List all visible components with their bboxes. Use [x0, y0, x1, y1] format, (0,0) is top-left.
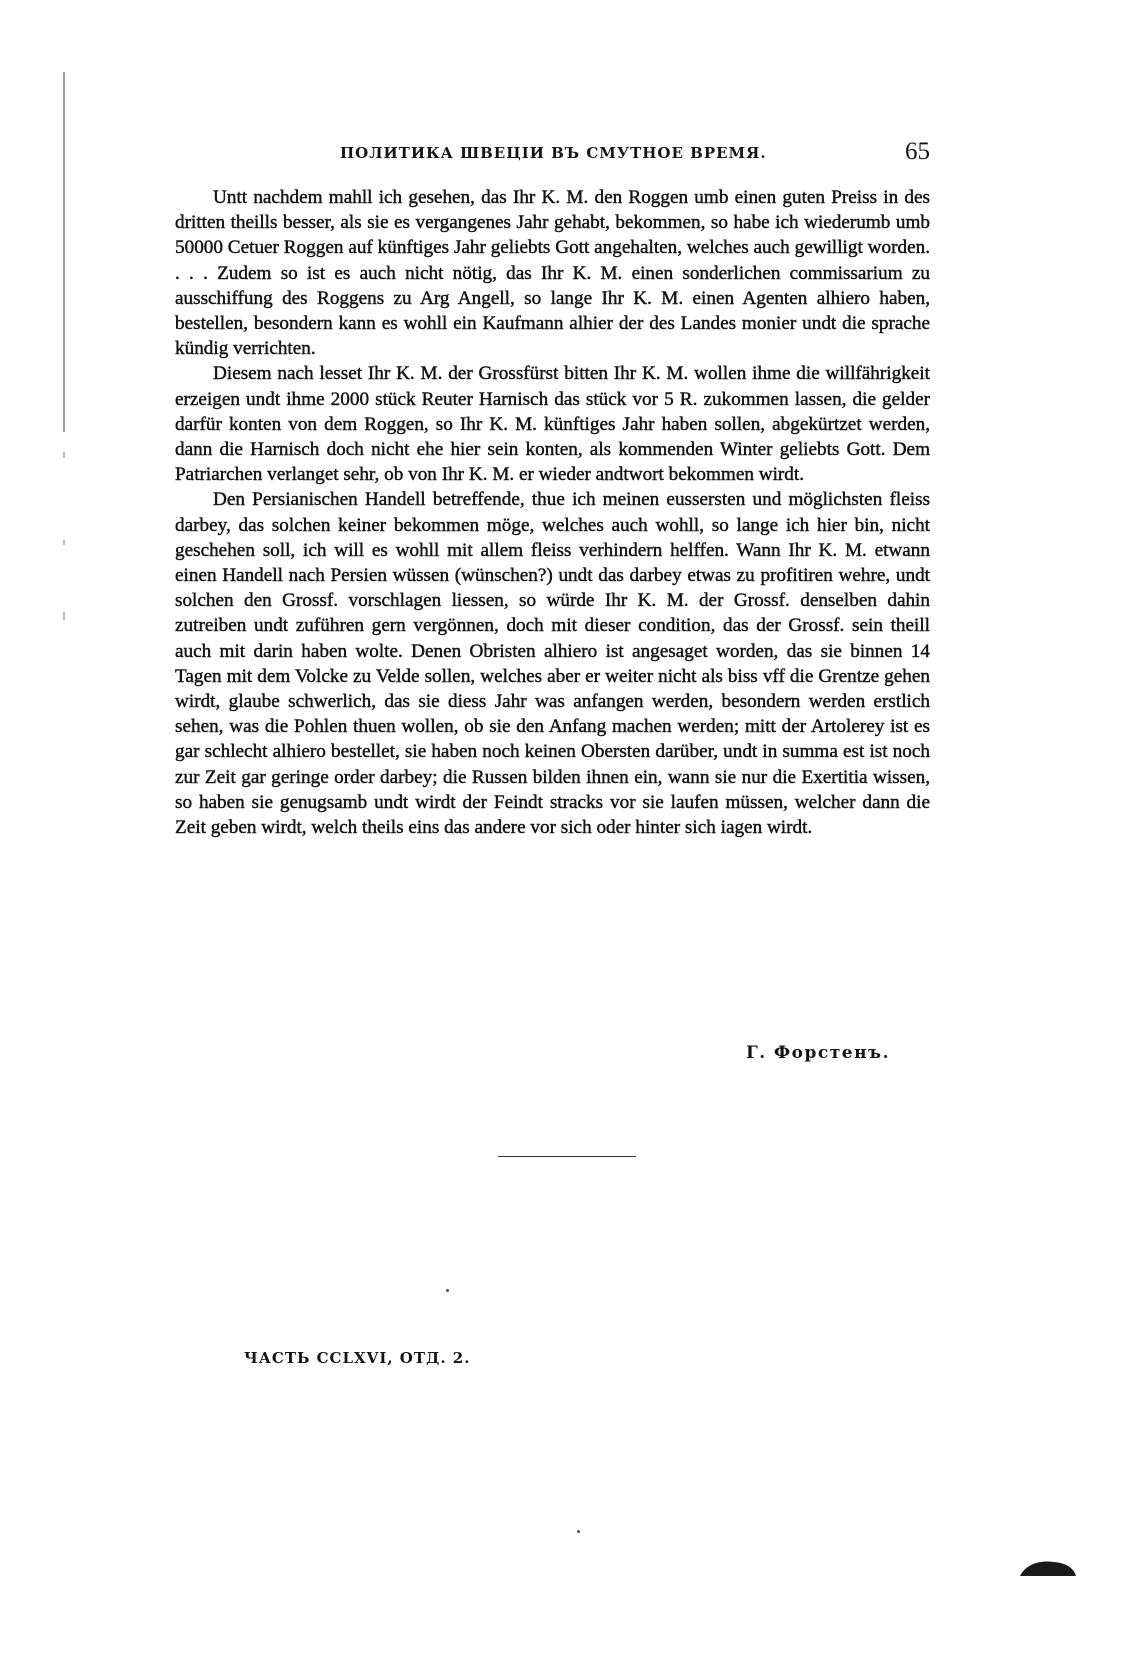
- paragraph: Untt nachdem mahll ich gesehen, das Ihr K. M. den Roggen umb einen guten Preiss in des dritten theills besser, als sie es vergangenes Jahr gehabt, bekommen, so habe ich wiederumb umb 50000 Cetuer Roggen auf künftiges Jahr geliebts Gott angehalten, welches auch gewilligt worden. . . . Zudem so ist es auch nicht nötig, das Ihr K. M. einen sonderlichen commissarium zu ausschiffung des Roggens zu Arg Angell, so lange Ihr K. M. einen Agenten alhiero haben, bestellen, besondern kann es wohll ein Kaufmann alhier der des Landes monier undt die sprache kündig verrichten.: [175, 187, 930, 360]
- binding-edge-mark: [63, 452, 65, 458]
- print-speck: [577, 1530, 580, 1533]
- binding-edge-mark: [63, 612, 65, 620]
- printer-signature-mark: ЧАСТЬ CCLXVI, ОТД. 2.: [244, 1349, 471, 1367]
- print-speck: [446, 1289, 449, 1292]
- paragraph: Den Persianischen Handell betreffende, thue ich meinen eussersten und möglichsten fleiss darbey, das solchen keiner bekommen möge, welches auch wohll, so lange ich hier bin, nicht geschehen soll, ich will es wohll mit allem fleiss verhindern helffen. Wann Ihr K. M. etwann einen Handell nach Persien wüssen (wünschen?) undt das darbey etwas zu profitiren wehre, undt solchen den Grossf. vorschlagen liessen, so würde Ihr K. M. der Grossf. denselben dahin zutreiben undt zuführen gern vergönnen, doch mit dieser condition, das der Grossf. sein theill auch mit darin haben wolte. Denen Obristen alhiero ist angesaget worden, das sie binnen 14 Tagen mit dem Volcke zu Velde sollen, welches aber er weiter nicht als biss vff die Grentze gehen wirdt, glaube schwerlich, das sie diess Jahr was anfangen werden, besondern werden erstlich sehen, was die Pohlen thuen wollen, ob sie den Anfang machen werden; mitt der Artolerey ist es gar schlecht alhiero bestellet, sie haben noch keinen Obersten darüber, undt in summa est ist noch zur Zeit gar geringe order darbey; die Russen bilden ihnen ein, wann sie nur die Exertitia wissen, so haben sie genugsamb undt wirdt der Feindt stracks vor sie laufen müssen, welcher dann die Zeit geben wirdt, welch theils eins das andere vor sich oder hinter sich iagen wirdt.: [175, 489, 930, 839]
- paragraph: Diesem nach lesset Ihr K. M. der Grossfürst bitten Ihr K. M. wollen ihme die willfährigkeit erzeigen undt ihme 2000 stück Reuter Harnisch das stück vor 5 R. zukommen lassen, die gelder darfür konten von dem Roggen, so Ihr K. M. künftiges Jahr haben sollen, abgekürtzet werden, dann die Harnisch doch nicht ehe hier sein konten, als kommenden Winter geliebts Gott. Dem Patriarchen verlanget sehr, ob von Ihr K. M. er wieder andtwort bekommen wirdt.: [175, 363, 930, 486]
- letter-body: [175, 185, 930, 840]
- running-title: ПОЛИТИКА ШВЕЦІИ ВЪ СМУТНОЕ ВРЕМЯ.: [340, 144, 767, 162]
- running-head: [175, 138, 930, 178]
- page-number: 65: [905, 138, 930, 165]
- ink-blot: [1018, 1558, 1078, 1578]
- section-divider: [498, 1156, 636, 1157]
- letter-signature: Г. Форстенъ.: [745, 1043, 890, 1063]
- binding-edge-mark: [63, 540, 65, 545]
- binding-edge-line: [63, 72, 65, 432]
